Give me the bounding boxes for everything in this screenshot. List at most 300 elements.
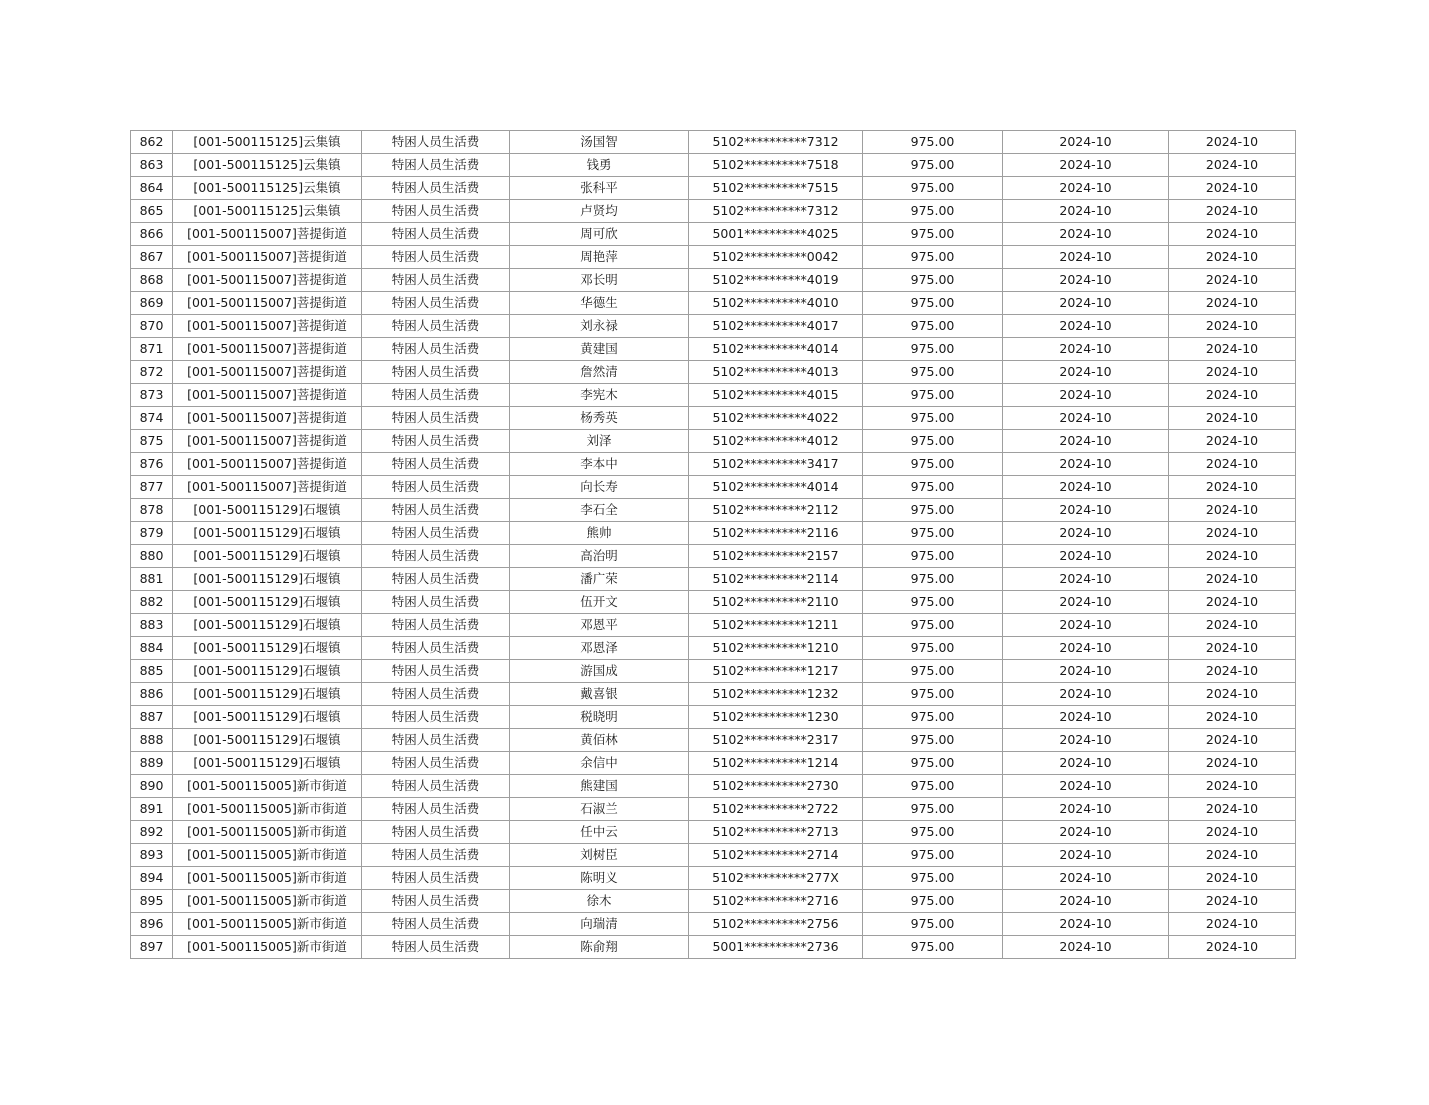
period-start-cell: 2024-10 (1003, 131, 1169, 154)
id-number-cell: 5102**********277X (689, 867, 863, 890)
period-end-cell: 2024-10 (1169, 591, 1296, 614)
region-cell: [001-500115129]石堰镇 (173, 568, 362, 591)
region-cell: [001-500115005]新市街道 (173, 890, 362, 913)
person-name-cell: 李本中 (510, 453, 689, 476)
period-start-cell: 2024-10 (1003, 384, 1169, 407)
region-cell: [001-500115129]石堰镇 (173, 706, 362, 729)
payment-type-cell: 特困人员生活费 (362, 798, 510, 821)
amount-cell: 975.00 (863, 936, 1003, 959)
region-cell: [001-500115007]菩提街道 (173, 453, 362, 476)
id-number-cell: 5102**********1210 (689, 637, 863, 660)
table-row (131, 637, 1296, 660)
period-start-cell: 2024-10 (1003, 729, 1169, 752)
period-start-cell: 2024-10 (1003, 154, 1169, 177)
person-name-cell: 钱勇 (510, 154, 689, 177)
payment-type-cell: 特困人员生活费 (362, 545, 510, 568)
table-row (131, 407, 1296, 430)
row-number-cell: 896 (131, 913, 173, 936)
payment-type-cell: 特困人员生活费 (362, 660, 510, 683)
amount-cell: 975.00 (863, 361, 1003, 384)
payment-type-cell: 特困人员生活费 (362, 821, 510, 844)
payment-type-cell: 特困人员生活费 (362, 154, 510, 177)
period-end-cell: 2024-10 (1169, 315, 1296, 338)
payment-type-cell: 特困人员生活费 (362, 315, 510, 338)
id-number-cell: 5102**********7312 (689, 200, 863, 223)
amount-cell: 975.00 (863, 614, 1003, 637)
period-end-cell: 2024-10 (1169, 154, 1296, 177)
region-cell: [001-500115007]菩提街道 (173, 292, 362, 315)
period-end-cell: 2024-10 (1169, 913, 1296, 936)
person-name-cell: 邓恩平 (510, 614, 689, 637)
person-name-cell: 熊帅 (510, 522, 689, 545)
period-start-cell: 2024-10 (1003, 614, 1169, 637)
row-number-cell: 882 (131, 591, 173, 614)
person-name-cell: 詹然清 (510, 361, 689, 384)
period-end-cell: 2024-10 (1169, 269, 1296, 292)
payment-type-cell: 特困人员生活费 (362, 200, 510, 223)
period-start-cell: 2024-10 (1003, 499, 1169, 522)
region-cell: [001-500115129]石堰镇 (173, 683, 362, 706)
payment-type-cell: 特困人员生活费 (362, 729, 510, 752)
id-number-cell: 5102**********2722 (689, 798, 863, 821)
payment-type-cell: 特困人员生活费 (362, 269, 510, 292)
id-number-cell: 5102**********4014 (689, 338, 863, 361)
id-number-cell: 5102**********2110 (689, 591, 863, 614)
id-number-cell: 5102**********1214 (689, 752, 863, 775)
table-row (131, 821, 1296, 844)
row-number-cell: 879 (131, 522, 173, 545)
period-end-cell: 2024-10 (1169, 683, 1296, 706)
id-number-cell: 5102**********7312 (689, 131, 863, 154)
payment-type-cell: 特困人员生活费 (362, 844, 510, 867)
person-name-cell: 刘树臣 (510, 844, 689, 867)
id-number-cell: 5102**********2116 (689, 522, 863, 545)
period-end-cell: 2024-10 (1169, 430, 1296, 453)
region-cell: [001-500115005]新市街道 (173, 844, 362, 867)
row-number-cell: 886 (131, 683, 173, 706)
row-number-cell: 893 (131, 844, 173, 867)
region-cell: [001-500115129]石堰镇 (173, 637, 362, 660)
period-start-cell: 2024-10 (1003, 476, 1169, 499)
period-end-cell: 2024-10 (1169, 660, 1296, 683)
id-number-cell: 5102**********7518 (689, 154, 863, 177)
amount-cell: 975.00 (863, 844, 1003, 867)
period-end-cell: 2024-10 (1169, 890, 1296, 913)
payment-type-cell: 特困人员生活费 (362, 775, 510, 798)
table-row (131, 775, 1296, 798)
payment-type-cell: 特困人员生活费 (362, 936, 510, 959)
period-end-cell: 2024-10 (1169, 361, 1296, 384)
payment-type-cell: 特困人员生活费 (362, 453, 510, 476)
id-number-cell: 5001**********2736 (689, 936, 863, 959)
person-name-cell: 邓恩泽 (510, 637, 689, 660)
table-row (131, 361, 1296, 384)
payment-type-cell: 特困人员生活费 (362, 913, 510, 936)
amount-cell: 975.00 (863, 821, 1003, 844)
region-cell: [001-500115005]新市街道 (173, 821, 362, 844)
row-number-cell: 892 (131, 821, 173, 844)
person-name-cell: 卢贤均 (510, 200, 689, 223)
table-row (131, 798, 1296, 821)
payment-type-cell: 特困人员生活费 (362, 637, 510, 660)
amount-cell: 975.00 (863, 453, 1003, 476)
period-end-cell: 2024-10 (1169, 407, 1296, 430)
table-row (131, 844, 1296, 867)
payment-type-cell: 特困人员生活费 (362, 384, 510, 407)
amount-cell: 975.00 (863, 223, 1003, 246)
region-cell: [001-500115129]石堰镇 (173, 522, 362, 545)
row-number-cell: 865 (131, 200, 173, 223)
payment-type-cell: 特困人员生活费 (362, 867, 510, 890)
amount-cell: 975.00 (863, 269, 1003, 292)
amount-cell: 975.00 (863, 683, 1003, 706)
id-number-cell: 5102**********4010 (689, 292, 863, 315)
row-number-cell: 874 (131, 407, 173, 430)
person-name-cell: 陈俞翔 (510, 936, 689, 959)
person-name-cell: 税晓明 (510, 706, 689, 729)
id-number-cell: 5102**********2112 (689, 499, 863, 522)
period-end-cell: 2024-10 (1169, 775, 1296, 798)
table-row (131, 683, 1296, 706)
table-row (131, 752, 1296, 775)
period-end-cell: 2024-10 (1169, 936, 1296, 959)
id-number-cell: 5102**********3417 (689, 453, 863, 476)
period-start-cell: 2024-10 (1003, 407, 1169, 430)
row-number-cell: 891 (131, 798, 173, 821)
row-number-cell: 871 (131, 338, 173, 361)
period-start-cell: 2024-10 (1003, 246, 1169, 269)
region-cell: [001-500115007]菩提街道 (173, 315, 362, 338)
amount-cell: 975.00 (863, 200, 1003, 223)
person-name-cell: 张科平 (510, 177, 689, 200)
payment-type-cell: 特困人员生活费 (362, 430, 510, 453)
region-cell: [001-500115125]云集镇 (173, 154, 362, 177)
row-number-cell: 885 (131, 660, 173, 683)
region-cell: [001-500115005]新市街道 (173, 775, 362, 798)
period-start-cell: 2024-10 (1003, 798, 1169, 821)
table-row (131, 867, 1296, 890)
period-start-cell: 2024-10 (1003, 706, 1169, 729)
period-start-cell: 2024-10 (1003, 890, 1169, 913)
period-start-cell: 2024-10 (1003, 453, 1169, 476)
id-number-cell: 5102**********2714 (689, 844, 863, 867)
region-cell: [001-500115129]石堰镇 (173, 591, 362, 614)
table-row (131, 499, 1296, 522)
person-name-cell: 潘广荣 (510, 568, 689, 591)
period-end-cell: 2024-10 (1169, 867, 1296, 890)
period-start-cell: 2024-10 (1003, 522, 1169, 545)
table-row (131, 614, 1296, 637)
row-number-cell: 873 (131, 384, 173, 407)
payment-type-cell: 特困人员生活费 (362, 223, 510, 246)
region-cell: [001-500115007]菩提街道 (173, 338, 362, 361)
region-cell: [001-500115125]云集镇 (173, 200, 362, 223)
payment-type-cell: 特困人员生活费 (362, 131, 510, 154)
region-cell: [001-500115007]菩提街道 (173, 361, 362, 384)
amount-cell: 975.00 (863, 430, 1003, 453)
amount-cell: 975.00 (863, 177, 1003, 200)
region-cell: [001-500115129]石堰镇 (173, 660, 362, 683)
table-row (131, 154, 1296, 177)
table-row (131, 660, 1296, 683)
amount-cell: 975.00 (863, 499, 1003, 522)
person-name-cell: 汤国智 (510, 131, 689, 154)
period-start-cell: 2024-10 (1003, 177, 1169, 200)
region-cell: [001-500115129]石堰镇 (173, 545, 362, 568)
table-row (131, 338, 1296, 361)
person-name-cell: 戴喜银 (510, 683, 689, 706)
amount-cell: 975.00 (863, 338, 1003, 361)
row-number-cell: 883 (131, 614, 173, 637)
row-number-cell: 887 (131, 706, 173, 729)
period-end-cell: 2024-10 (1169, 522, 1296, 545)
table-row (131, 269, 1296, 292)
period-start-cell: 2024-10 (1003, 315, 1169, 338)
period-start-cell: 2024-10 (1003, 223, 1169, 246)
payment-type-cell: 特困人员生活费 (362, 476, 510, 499)
payment-type-cell: 特困人员生活费 (362, 177, 510, 200)
id-number-cell: 5102**********4019 (689, 269, 863, 292)
row-number-cell: 884 (131, 637, 173, 660)
table-row (131, 131, 1296, 154)
table-row (131, 177, 1296, 200)
row-number-cell: 889 (131, 752, 173, 775)
period-start-cell: 2024-10 (1003, 269, 1169, 292)
person-name-cell: 杨秀英 (510, 407, 689, 430)
amount-cell: 975.00 (863, 522, 1003, 545)
period-end-cell: 2024-10 (1169, 499, 1296, 522)
row-number-cell: 864 (131, 177, 173, 200)
table-row (131, 522, 1296, 545)
id-number-cell: 5102**********4015 (689, 384, 863, 407)
id-number-cell: 5102**********4013 (689, 361, 863, 384)
row-number-cell: 877 (131, 476, 173, 499)
amount-cell: 975.00 (863, 131, 1003, 154)
row-number-cell: 897 (131, 936, 173, 959)
table-row (131, 936, 1296, 959)
period-end-cell: 2024-10 (1169, 453, 1296, 476)
id-number-cell: 5102**********0042 (689, 246, 863, 269)
amount-cell: 975.00 (863, 798, 1003, 821)
payment-type-cell: 特困人员生活费 (362, 614, 510, 637)
table-row (131, 246, 1296, 269)
period-end-cell: 2024-10 (1169, 292, 1296, 315)
payment-type-cell: 特困人员生活费 (362, 683, 510, 706)
period-end-cell: 2024-10 (1169, 729, 1296, 752)
amount-cell: 975.00 (863, 545, 1003, 568)
payment-type-cell: 特困人员生活费 (362, 246, 510, 269)
person-name-cell: 华德生 (510, 292, 689, 315)
person-name-cell: 余信中 (510, 752, 689, 775)
amount-cell: 975.00 (863, 154, 1003, 177)
person-name-cell: 熊建国 (510, 775, 689, 798)
table-row (131, 545, 1296, 568)
amount-cell: 975.00 (863, 729, 1003, 752)
amount-cell: 975.00 (863, 476, 1003, 499)
id-number-cell: 5102**********1232 (689, 683, 863, 706)
payment-type-cell: 特困人员生活费 (362, 890, 510, 913)
period-start-cell: 2024-10 (1003, 752, 1169, 775)
region-cell: [001-500115129]石堰镇 (173, 729, 362, 752)
table-row (131, 568, 1296, 591)
amount-cell: 975.00 (863, 407, 1003, 430)
person-name-cell: 任中云 (510, 821, 689, 844)
row-number-cell: 872 (131, 361, 173, 384)
period-start-cell: 2024-10 (1003, 637, 1169, 660)
id-number-cell: 5102**********4017 (689, 315, 863, 338)
period-end-cell: 2024-10 (1169, 338, 1296, 361)
row-number-cell: 878 (131, 499, 173, 522)
row-number-cell: 894 (131, 867, 173, 890)
region-cell: [001-500115129]石堰镇 (173, 752, 362, 775)
id-number-cell: 5102**********1230 (689, 706, 863, 729)
region-cell: [001-500115007]菩提街道 (173, 384, 362, 407)
id-number-cell: 5102**********1217 (689, 660, 863, 683)
period-start-cell: 2024-10 (1003, 545, 1169, 568)
row-number-cell: 881 (131, 568, 173, 591)
person-name-cell: 邓长明 (510, 269, 689, 292)
id-number-cell: 5102**********2756 (689, 913, 863, 936)
period-start-cell: 2024-10 (1003, 867, 1169, 890)
period-start-cell: 2024-10 (1003, 844, 1169, 867)
person-name-cell: 高治明 (510, 545, 689, 568)
payment-type-cell: 特困人员生活费 (362, 591, 510, 614)
period-end-cell: 2024-10 (1169, 545, 1296, 568)
amount-cell: 975.00 (863, 246, 1003, 269)
region-cell: [001-500115007]菩提街道 (173, 476, 362, 499)
table-row (131, 729, 1296, 752)
id-number-cell: 5102**********2713 (689, 821, 863, 844)
period-start-cell: 2024-10 (1003, 292, 1169, 315)
id-number-cell: 5001**********4025 (689, 223, 863, 246)
period-end-cell: 2024-10 (1169, 844, 1296, 867)
amount-cell: 975.00 (863, 384, 1003, 407)
table-row (131, 200, 1296, 223)
table-row (131, 384, 1296, 407)
payment-type-cell: 特困人员生活费 (362, 568, 510, 591)
table-row (131, 453, 1296, 476)
amount-cell: 975.00 (863, 660, 1003, 683)
row-number-cell: 875 (131, 430, 173, 453)
payment-type-cell: 特困人员生活费 (362, 522, 510, 545)
row-number-cell: 890 (131, 775, 173, 798)
person-name-cell: 游国成 (510, 660, 689, 683)
period-start-cell: 2024-10 (1003, 660, 1169, 683)
period-end-cell: 2024-10 (1169, 476, 1296, 499)
row-number-cell: 880 (131, 545, 173, 568)
period-start-cell: 2024-10 (1003, 591, 1169, 614)
row-number-cell: 867 (131, 246, 173, 269)
payment-type-cell: 特困人员生活费 (362, 338, 510, 361)
person-name-cell: 黄佰林 (510, 729, 689, 752)
amount-cell: 975.00 (863, 292, 1003, 315)
id-number-cell: 5102**********2716 (689, 890, 863, 913)
table-row (131, 591, 1296, 614)
region-cell: [001-500115007]菩提街道 (173, 269, 362, 292)
amount-cell: 975.00 (863, 752, 1003, 775)
amount-cell: 975.00 (863, 867, 1003, 890)
region-cell: [001-500115005]新市街道 (173, 798, 362, 821)
table-row (131, 315, 1296, 338)
table-row (131, 706, 1296, 729)
person-name-cell: 石淑兰 (510, 798, 689, 821)
payment-type-cell: 特困人员生活费 (362, 292, 510, 315)
region-cell: [001-500115129]石堰镇 (173, 614, 362, 637)
period-end-cell: 2024-10 (1169, 568, 1296, 591)
region-cell: [001-500115007]菩提街道 (173, 407, 362, 430)
id-number-cell: 5102**********4012 (689, 430, 863, 453)
period-end-cell: 2024-10 (1169, 384, 1296, 407)
period-start-cell: 2024-10 (1003, 683, 1169, 706)
row-number-cell: 870 (131, 315, 173, 338)
amount-cell: 975.00 (863, 568, 1003, 591)
amount-cell: 975.00 (863, 706, 1003, 729)
person-name-cell: 向长寿 (510, 476, 689, 499)
row-number-cell: 862 (131, 131, 173, 154)
row-number-cell: 866 (131, 223, 173, 246)
period-start-cell: 2024-10 (1003, 913, 1169, 936)
period-start-cell: 2024-10 (1003, 200, 1169, 223)
table-row (131, 890, 1296, 913)
period-end-cell: 2024-10 (1169, 821, 1296, 844)
region-cell: [001-500115005]新市街道 (173, 936, 362, 959)
region-cell: [001-500115005]新市街道 (173, 867, 362, 890)
region-cell: [001-500115125]云集镇 (173, 131, 362, 154)
amount-cell: 975.00 (863, 890, 1003, 913)
period-start-cell: 2024-10 (1003, 430, 1169, 453)
id-number-cell: 5102**********2157 (689, 545, 863, 568)
region-cell: [001-500115129]石堰镇 (173, 499, 362, 522)
period-end-cell: 2024-10 (1169, 246, 1296, 269)
region-cell: [001-500115125]云集镇 (173, 177, 362, 200)
data-table (130, 130, 1296, 959)
row-number-cell: 869 (131, 292, 173, 315)
person-name-cell: 伍开文 (510, 591, 689, 614)
period-end-cell: 2024-10 (1169, 706, 1296, 729)
person-name-cell: 陈明义 (510, 867, 689, 890)
table-body (131, 131, 1296, 959)
payment-type-cell: 特困人员生活费 (362, 499, 510, 522)
payment-type-cell: 特困人员生活费 (362, 706, 510, 729)
id-number-cell: 5102**********4022 (689, 407, 863, 430)
person-name-cell: 李宪木 (510, 384, 689, 407)
period-end-cell: 2024-10 (1169, 131, 1296, 154)
row-number-cell: 888 (131, 729, 173, 752)
period-end-cell: 2024-10 (1169, 200, 1296, 223)
row-number-cell: 868 (131, 269, 173, 292)
id-number-cell: 5102**********7515 (689, 177, 863, 200)
region-cell: [001-500115007]菩提街道 (173, 223, 362, 246)
period-end-cell: 2024-10 (1169, 177, 1296, 200)
row-number-cell: 863 (131, 154, 173, 177)
person-name-cell: 刘泽 (510, 430, 689, 453)
payment-type-cell: 特困人员生活费 (362, 752, 510, 775)
period-end-cell: 2024-10 (1169, 614, 1296, 637)
period-start-cell: 2024-10 (1003, 338, 1169, 361)
id-number-cell: 5102**********4014 (689, 476, 863, 499)
person-name-cell: 徐木 (510, 890, 689, 913)
amount-cell: 975.00 (863, 637, 1003, 660)
amount-cell: 975.00 (863, 913, 1003, 936)
period-end-cell: 2024-10 (1169, 752, 1296, 775)
payment-type-cell: 特困人员生活费 (362, 407, 510, 430)
person-name-cell: 周可欣 (510, 223, 689, 246)
period-end-cell: 2024-10 (1169, 637, 1296, 660)
person-name-cell: 黄建国 (510, 338, 689, 361)
region-cell: [001-500115007]菩提街道 (173, 246, 362, 269)
person-name-cell: 周艳萍 (510, 246, 689, 269)
amount-cell: 975.00 (863, 315, 1003, 338)
